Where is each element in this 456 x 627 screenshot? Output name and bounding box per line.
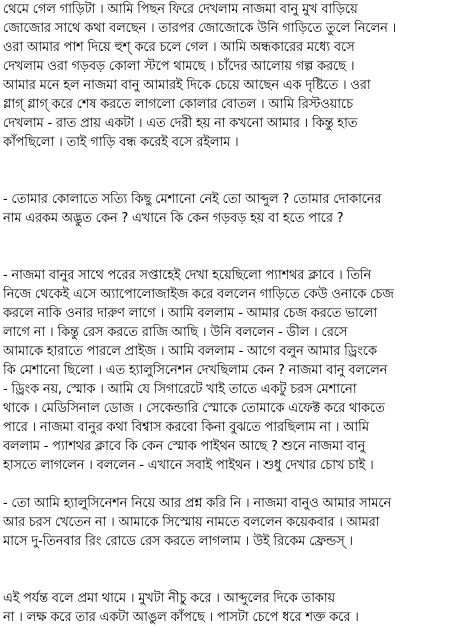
text-line: দেখলাম - রাত প্রায় একটা । এত দেরী হয় না কখনো আমার । কিন্তু হাত [3, 116, 358, 131]
text-line: দেখলাম ওরা গড়বড় কোলা স্টপে থামছে । চাঁদের আলোয় গল্প করছে । [3, 59, 355, 74]
text-line: থাকে । মেডিসিনাল ডোজ । সেকেন্ডারি স্মোকে তোমাকে এফেক্ট করে থাকতে [3, 401, 385, 416]
text-line: মাসে দু-তিনবার রিং রোডে রেস করতে লাগলাম । উই রিকেম ফ্রেন্ডস্ । [3, 534, 353, 549]
blank-line [3, 228, 453, 247]
text-line: ওরা আমার পাশ দিয়ে হুশ্ করে চলে গেল । আমি অন্ধকারের মধ্যে বসে [3, 40, 355, 55]
text-line: লাগে না । কিন্তু রেস করতে রাজি আছি । উনি বললেন - ডীল । রেসে [3, 325, 348, 340]
text-line: নাম এরকম অদ্ভুত কেন ? এখানে কি কেন গড়বড় হয় বা হতে পারে ? [3, 211, 344, 226]
blank-line [3, 551, 453, 570]
text-line: - তোমার কোলাতে সত্যি কিছু মেশানো নেই তো আব্দুল ? তোমার দোকানের [3, 192, 382, 207]
text-line: - নাজমা বানুর সাথে পরের সপ্তাহেই দেখা হয়েছিলো প্যাশথর ক্লাবে । তিনি [3, 268, 372, 283]
blank-line [3, 247, 453, 266]
text-line: আমাকে হারাতে পারলে প্রাইজ । আমি বললাম - আগে বলুন আমার ড্রিংকে [3, 344, 377, 359]
document-page [3, 0, 453, 627]
text-line: হাসতে লাগলেন । বললেন - এখানে সবাই পাইথন । শুধু দেখার চোখ চাই । [3, 458, 374, 473]
text-line: করলে নাকি ওনার দারুণ লাগে । আমি বললাম - আমার চেজ করতে ভালো [3, 306, 377, 321]
text-line: - ড্রিংক নয়, স্মোক । আমি যে সিগারেটে খাই তাতে একটু চরস মেশানো [3, 382, 357, 397]
blank-line [3, 152, 453, 171]
text-line: আমার মনে হল নাজমা বানু আমারই দিকে চেয়ে আছেন এক দৃষ্টিতে । ওরা [3, 78, 371, 93]
text-line: আর চরস খেতেন না । আমাকে সিস্মোয় নামতে বললেন কয়েকবার । আমরা [3, 515, 380, 530]
blank-line [3, 475, 453, 494]
text-line: না । লক্ষ করে তার একটা আঙুল কাঁপছে । পাসটা চেপে ধরে শক্ত করে । [3, 610, 359, 625]
text-line: পারে । নাজমা বানুর কথা বিশ্বাস করবো কিনা বুঝতে পারছিলাম না । আমি [3, 420, 369, 435]
text-line: কি মেশানো ছিলো । এত হ্যালুসিনেশন দেখছিলাম কেন ? নাজমা বানু বললেন [3, 363, 388, 378]
text-line: কাঁপছিলো । তাই গাড়ি বন্ধ করেই বসে রইলাম । [3, 135, 239, 150]
text-line: এই পর্যন্ত বলে প্রমা থামে । মুখটা নীচু করে । আব্দুলের দিকে তাকায় [3, 591, 335, 606]
text-line: - তো আমি হ্যালুসিনেশন নিয়ে আর প্রশ্ন করি নি । নাজমা বানুও আমার সামনে [3, 496, 392, 511]
text-line: জোজোর সাথে কথা বলছেন । তারপর জোজোকে উনি গাড়িতে তুলে নিলেন । [3, 21, 397, 36]
text-line: বললাম - প্যাশথর ক্লাবে কি কেন স্মোক পাইথন আছে ? শুনে নাজমা বানু [3, 439, 366, 454]
blank-line [3, 570, 453, 589]
text-line: থেমে গেল গাড়িটা । আমি পিছন ফিরে দেখলাম নাজমা বানু মুখ বাড়িয়ে [3, 2, 358, 17]
text-line: নিজে থেকেই এসে অ্যাপোলোজাইজ করে বললেন গাড়িতে কেউ ওনাকে চেজ [3, 287, 394, 302]
blank-line [3, 171, 453, 190]
text-line: গ্লাগ্ গ্লাগ্ করে শেষ করতে লাগলো কোলার বোতল । আমি রিস্টওয়াচে [3, 97, 353, 112]
